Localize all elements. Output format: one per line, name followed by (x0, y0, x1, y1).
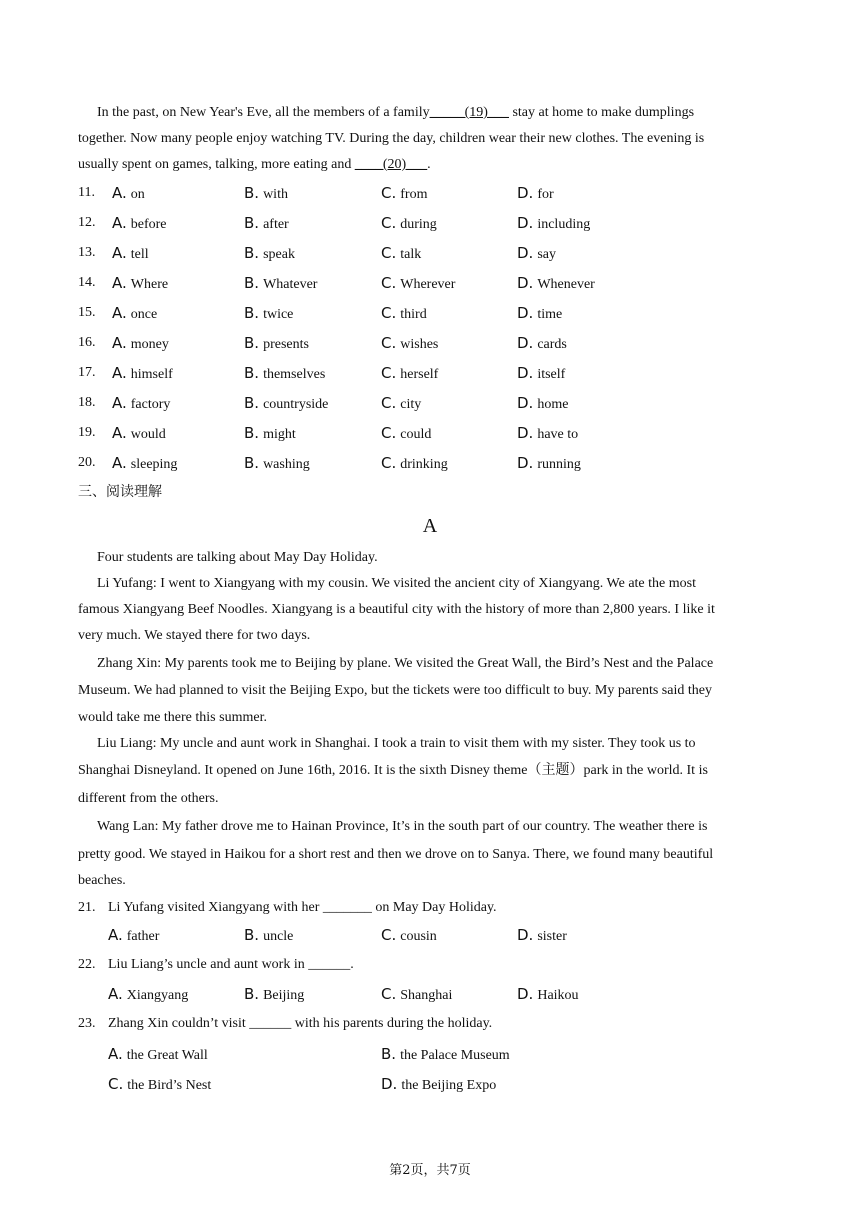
option-letter: D. (381, 1075, 398, 1093)
option-letter: C. (381, 244, 397, 262)
cloze-passage-line: together. Now many people enjoy watching TV. During the day, children wear their new clothes. The evening is (78, 131, 705, 146)
option-letter: C. (381, 926, 397, 944)
option-c[interactable] (108, 1075, 211, 1095)
option-text: washing (263, 457, 310, 472)
option-d[interactable] (517, 244, 556, 264)
option-text: himself (130, 367, 173, 382)
option-letter: D. (517, 926, 534, 944)
option-b[interactable] (244, 985, 304, 1005)
option-letter: D. (517, 424, 534, 442)
passage-text: In the past, on New Year's Eve, all the members of a family (97, 105, 430, 120)
option-d[interactable] (517, 394, 568, 414)
option-b[interactable] (244, 274, 317, 294)
passage-line: famous Xiangyang Beef Noodles. Xiangyang is a beautiful city with the history of more than 2,800 years. I like it (78, 602, 715, 617)
option-letter: B. (244, 214, 260, 232)
passage-line: very much. We stayed there for two days. (78, 628, 311, 643)
option-a[interactable] (112, 214, 167, 234)
option-letter: B. (244, 454, 260, 472)
option-letter: D. (517, 334, 534, 352)
option-letter: B. (244, 304, 260, 322)
option-text: speak (263, 247, 295, 262)
option-a[interactable] (108, 926, 159, 946)
question-number: 22. (78, 957, 96, 972)
option-b[interactable] (244, 334, 309, 354)
option-letter: A. (108, 926, 123, 944)
option-text: running (537, 457, 581, 472)
option-text: on (130, 187, 145, 202)
option-c[interactable] (381, 244, 421, 264)
option-letter: A. (112, 364, 127, 382)
option-b[interactable] (244, 244, 295, 264)
option-letter: C. (381, 274, 397, 292)
option-letter: A. (112, 244, 127, 262)
option-text: cards (537, 337, 567, 352)
passage-text: usually spent on games, talking, more eating and (78, 157, 355, 172)
option-b[interactable] (244, 926, 293, 946)
option-a[interactable] (112, 394, 170, 414)
option-letter: D. (517, 214, 534, 232)
option-letter: B. (244, 926, 260, 944)
passage-line: pretty good. We stayed in Haikou for a short rest and then we drove on to Sanya. There, we found many beautiful (78, 847, 714, 862)
option-text: cousin (400, 929, 437, 944)
option-letter: D. (517, 985, 534, 1003)
option-d[interactable] (517, 214, 590, 234)
question-number: 14. (78, 275, 96, 290)
option-letter: A. (112, 274, 127, 292)
passage-text: stay at home to make dumplings (508, 105, 695, 120)
option-letter: C. (381, 184, 397, 202)
cloze-passage-line (78, 156, 431, 174)
option-c[interactable] (381, 214, 437, 234)
option-text: sleeping (130, 457, 178, 472)
question-number: 12. (78, 215, 96, 230)
option-text: factory (130, 397, 171, 412)
question-number: 16. (78, 335, 96, 350)
option-d[interactable] (517, 364, 565, 384)
option-letter: A. (112, 304, 127, 322)
option-a[interactable] (112, 304, 157, 324)
option-text: father (126, 929, 160, 944)
option-text: once (130, 307, 158, 322)
option-letter: C. (381, 394, 397, 412)
option-letter: C. (381, 214, 397, 232)
option-b[interactable] (381, 1045, 510, 1065)
option-text: have to (537, 427, 579, 442)
option-text: the Palace Museum (400, 1048, 510, 1063)
passage-line: Shanghai Disneyland. It opened on June 16th, 2016. It is the sixth Disney theme（主题）park in the world. It is (78, 763, 708, 778)
option-text: uncle (263, 929, 294, 944)
option-c[interactable] (381, 334, 438, 354)
option-letter: C. (381, 334, 397, 352)
question-number: 17. (78, 365, 96, 380)
option-b[interactable] (244, 394, 328, 414)
option-a[interactable] (112, 244, 149, 264)
option-letter: B. (244, 985, 260, 1003)
option-c[interactable] (381, 304, 427, 324)
passage-line: Museum. We had planned to visit the Beijing Expo, but the tickets were too difficult to buy. My parents said they (78, 683, 712, 698)
passage-text: . (427, 157, 431, 172)
option-text: talk (400, 247, 422, 262)
option-letter: B. (244, 274, 260, 292)
option-text: Whenever (537, 277, 595, 292)
option-b[interactable] (244, 304, 293, 324)
question-stem: Li Yufang visited Xiangyang with her _______ on May Day Holiday. (108, 900, 497, 915)
option-text: the Great Wall (126, 1048, 208, 1063)
option-a[interactable] (108, 1045, 208, 1065)
option-text: during (400, 217, 437, 232)
option-letter: B. (244, 184, 260, 202)
option-a[interactable] (112, 364, 173, 384)
option-letter: A. (108, 985, 123, 1003)
question-number: 20. (78, 455, 96, 470)
option-c[interactable] (381, 394, 421, 414)
passage-line: Wang Lan: My father drove me to Hainan Province, It’s in the south part of our country. The weather there is (97, 819, 708, 834)
option-letter: A. (112, 184, 127, 202)
option-d[interactable] (517, 424, 578, 444)
option-b[interactable] (244, 454, 310, 474)
option-letter: C. (108, 1075, 124, 1093)
option-a[interactable] (112, 454, 177, 474)
question-number: 15. (78, 305, 96, 320)
option-b[interactable] (244, 184, 288, 204)
question-number: 21. (78, 900, 96, 915)
option-text: Shanghai (400, 988, 453, 1003)
option-text: Wherever (400, 277, 456, 292)
option-d[interactable] (517, 926, 567, 946)
option-text: might (263, 427, 296, 442)
option-letter: B. (244, 424, 260, 442)
question-number: 19. (78, 425, 96, 440)
passage-line: beaches. (78, 873, 126, 888)
blank-19: _____(19)___ (429, 105, 509, 120)
option-text: after (263, 217, 289, 232)
option-a[interactable] (112, 274, 168, 294)
option-letter: C. (381, 424, 397, 442)
option-letter: D. (517, 304, 534, 322)
option-text: tell (130, 247, 149, 262)
option-text: the Beijing Expo (401, 1078, 497, 1093)
option-text: city (400, 397, 422, 412)
option-letter: C. (381, 454, 397, 472)
option-letter: D. (517, 244, 534, 262)
option-d[interactable] (517, 274, 595, 294)
option-b[interactable] (244, 364, 325, 384)
passage-heading: A (422, 515, 438, 537)
question-number: 13. (78, 245, 96, 260)
passage-line: Li Yufang: I went to Xiangyang with my cousin. We visited the ancient city of Xiangyang. We ate the most (97, 576, 696, 591)
option-d[interactable] (381, 1075, 496, 1095)
option-d[interactable] (517, 334, 567, 354)
option-text: twice (263, 307, 294, 322)
option-letter: A. (112, 454, 127, 472)
option-text: including (537, 217, 591, 232)
question-stem: Liu Liang’s uncle and aunt work in ______. (108, 957, 354, 972)
question-number: 18. (78, 395, 96, 410)
option-letter: A. (108, 1045, 123, 1063)
option-d[interactable] (517, 454, 581, 474)
option-text: Xiangyang (126, 988, 189, 1003)
option-text: third (400, 307, 427, 322)
option-a[interactable] (112, 184, 145, 204)
option-d[interactable] (517, 985, 579, 1005)
option-text: Beijing (263, 988, 305, 1003)
passage-line: different from the others. (78, 791, 219, 806)
option-letter: B. (244, 244, 260, 262)
option-d[interactable] (517, 304, 562, 324)
option-text: money (130, 337, 169, 352)
question-stem: Zhang Xin couldn’t visit ______ with his parents during the holiday. (108, 1016, 493, 1031)
option-c[interactable] (381, 184, 427, 204)
option-text: itself (537, 367, 566, 382)
option-letter: B. (244, 394, 260, 412)
option-letter: B. (381, 1045, 397, 1063)
passage-line: Zhang Xin: My parents took me to Beijing by plane. We visited the Great Wall, the Bird’s Nest and the Palace (97, 656, 714, 671)
option-text: for (537, 187, 554, 202)
section-title: 三、阅读理解 (78, 484, 162, 500)
option-d[interactable] (517, 184, 554, 204)
option-text: sister (537, 929, 567, 944)
option-text: before (130, 217, 167, 232)
option-letter: C. (381, 364, 397, 382)
option-letter: D. (517, 364, 534, 382)
option-text: could (400, 427, 432, 442)
option-letter: D. (517, 184, 534, 202)
option-text: Whatever (263, 277, 318, 292)
option-letter: C. (381, 985, 397, 1003)
option-text: time (537, 307, 563, 322)
option-text: wishes (400, 337, 439, 352)
option-letter: A. (112, 214, 127, 232)
option-text: Where (130, 277, 169, 292)
page-footer: 第2页，共7页 (389, 1163, 471, 1178)
option-letter: A. (112, 394, 127, 412)
option-letter: D. (517, 274, 534, 292)
option-letter: A. (112, 334, 127, 352)
option-text: from (400, 187, 428, 202)
blank-20: ____(20)___ (354, 157, 428, 172)
option-letter: C. (381, 304, 397, 322)
option-text: Haikou (537, 988, 579, 1003)
option-text: would (130, 427, 166, 442)
option-text: presents (263, 337, 309, 352)
option-b[interactable] (244, 214, 289, 234)
passage-intro: Four students are talking about May Day Holiday. (97, 550, 378, 565)
option-letter: D. (517, 394, 534, 412)
option-text: herself (400, 367, 439, 382)
question-number: 23. (78, 1016, 96, 1031)
option-c[interactable] (381, 985, 452, 1005)
option-c[interactable] (381, 424, 431, 444)
option-text: say (537, 247, 556, 262)
option-letter: A. (112, 424, 127, 442)
option-c[interactable] (381, 454, 448, 474)
question-number: 11. (78, 185, 95, 200)
passage-line: Liu Liang: My uncle and aunt work in Shanghai. I took a train to visit them with my sister. They took us to (97, 736, 696, 751)
option-a[interactable] (108, 985, 188, 1005)
option-text: drinking (400, 457, 448, 472)
cloze-passage-line (97, 104, 694, 122)
option-letter: D. (517, 454, 534, 472)
option-a[interactable] (112, 424, 166, 444)
option-text: the Bird’s Nest (127, 1078, 212, 1093)
option-text: home (537, 397, 569, 412)
option-text: countryside (263, 397, 329, 412)
option-a[interactable] (112, 334, 169, 354)
option-b[interactable] (244, 424, 296, 444)
passage-line: would take me there this summer. (78, 710, 267, 725)
option-c[interactable] (381, 364, 438, 384)
option-letter: B. (244, 364, 260, 382)
option-letter: B. (244, 334, 260, 352)
option-text: themselves (263, 367, 326, 382)
option-c[interactable] (381, 926, 437, 946)
option-text: with (263, 187, 288, 202)
option-c[interactable] (381, 274, 455, 294)
